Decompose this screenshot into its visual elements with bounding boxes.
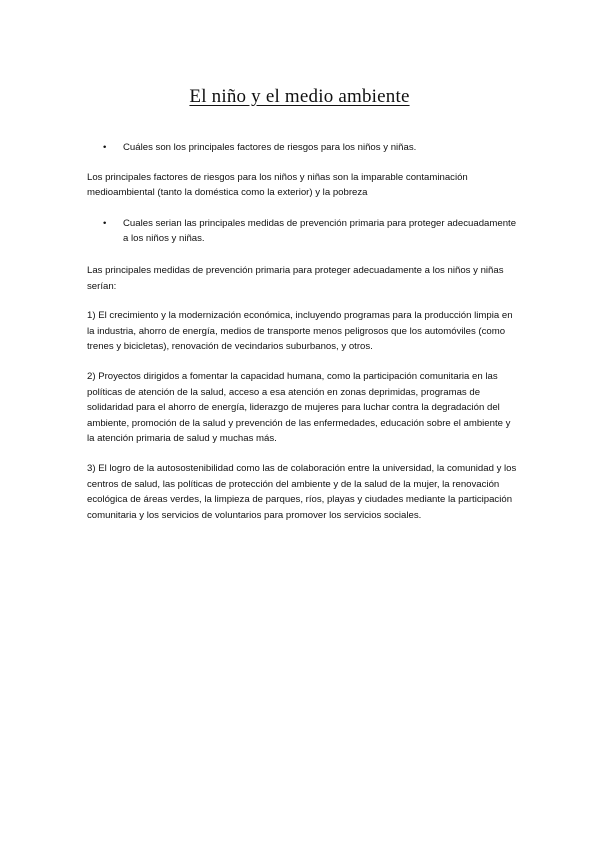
document-title: El niño y el medio ambiente xyxy=(189,86,410,107)
measure-point-3: 3) El logro de la autosostenibilidad como las de colaboración entre la universidad, la comunidad y los centros de salud, las políticas de protección del ambiente y de la salud de la mujer, la renovación ecológica de áreas verdes, la limpieza de parques, ríos, playas y ciudades mediante la participación comunitaria y los servicios de voluntarios para promover los servicios sociales. xyxy=(87,462,517,521)
answer-1-paragraph: Los principales factores de riesgos para los niños y niñas son la imparable contaminación medioambiental (tanto la doméstica como la exterior) y la pobreza xyxy=(87,171,468,199)
question-1-text: Cuáles son los principales factores de riesgos para los niños y niñas. xyxy=(123,142,417,153)
question-bullet-2 xyxy=(87,216,519,247)
bullet-icon: • xyxy=(103,142,107,153)
question-2-text: Cuales serian las principales medidas de prevención primaria para proteger adecuadamente a los niños y niñas. xyxy=(123,217,517,245)
question-bullet-1 xyxy=(87,140,519,156)
bullet-icon: • xyxy=(103,217,107,229)
measure-point-1: 1) El crecimiento y la modernización económica, incluyendo programas para la producción limpia en la industria, ahorro de energía, medios de transporte menos peligrosos que los automóviles (como trenes y bicicletas), renovación de vecindarios suburbanos, y otros. xyxy=(87,310,513,353)
measure-point-2: 2) Proyectos dirigidos a fomentar la capacidad humana, como la participación comunitaria en las políticas de atención de la salud, acceso a esa atención en zonas deprimidas, programas de solidaridad para el ahorro de energía, liderazgo de mujeres para luchar contra la degradación del ambiente, promoción de la salud y prevención de las enfermedades, educación sobre el ambiente y la atención primaria de salud y muchas más. xyxy=(87,370,511,445)
answer-2-intro: Las principales medidas de prevención primaria para proteger adecuadamente a los niños y niñas serían: xyxy=(87,264,504,292)
document-body xyxy=(87,140,519,523)
